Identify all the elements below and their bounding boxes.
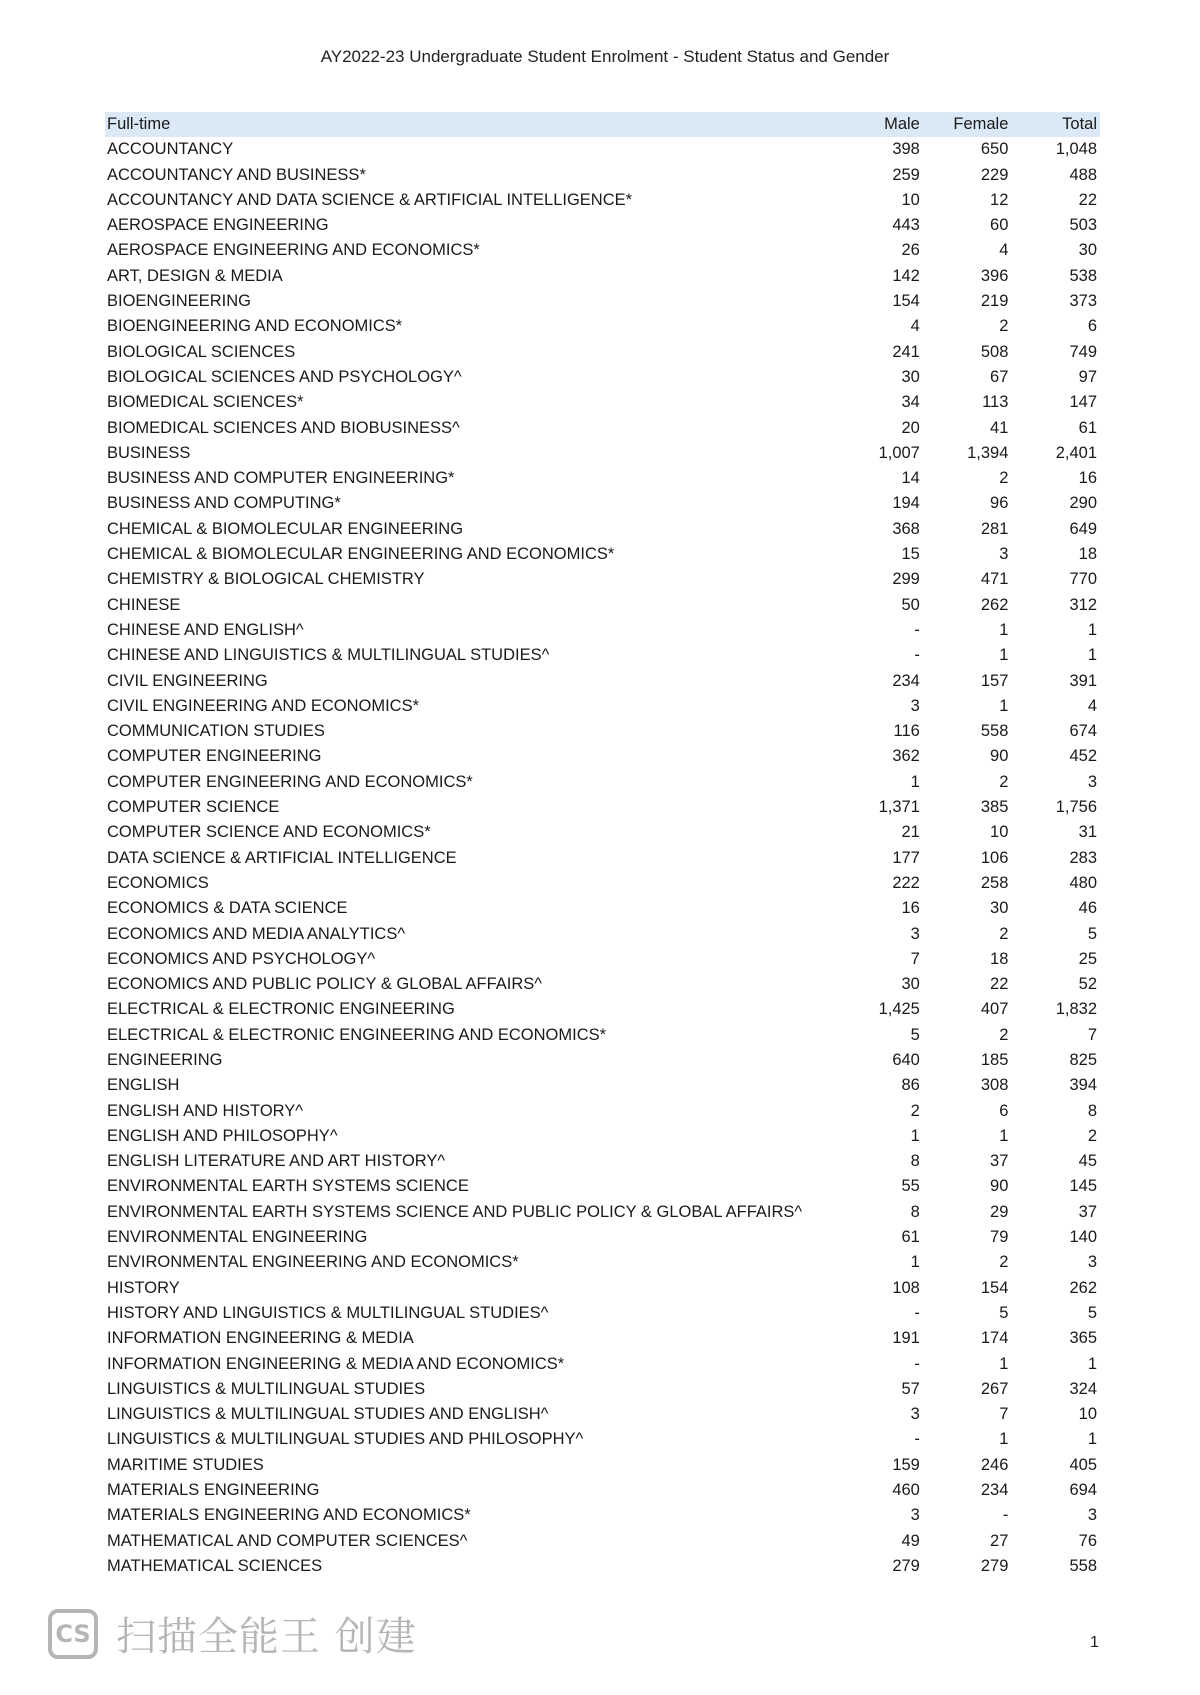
table-row [105, 1149, 1100, 1174]
male-count: 14 [901, 469, 920, 488]
male-count: 222 [892, 873, 920, 892]
enrolment-table [105, 112, 1100, 1579]
male-count: 177 [892, 848, 920, 867]
total-count: 324 [1069, 1379, 1097, 1398]
table-row [105, 719, 1100, 744]
program-name: ENVIRONMENTAL ENGINEERING AND ECONOMICS* [107, 1253, 519, 1272]
table-row [105, 618, 1100, 643]
male-count: 3 [910, 696, 920, 715]
male-count: 1,371 [878, 798, 920, 817]
program-name: CHEMISTRY & BIOLOGICAL CHEMISTRY [107, 570, 425, 589]
total-count: 52 [1078, 975, 1097, 994]
total-count: 16 [1078, 469, 1097, 488]
male-count: 34 [901, 393, 920, 412]
table-row [105, 390, 1100, 415]
female-count: 1 [999, 696, 1009, 715]
male-count: 3 [910, 1405, 920, 1424]
female-count: 267 [980, 1379, 1009, 1398]
total-count: 22 [1078, 190, 1097, 209]
table-row [105, 542, 1100, 567]
female-count: 1 [999, 1126, 1009, 1145]
female-count: 37 [990, 1152, 1009, 1171]
program-name: ENVIRONMENTAL EARTH SYSTEMS SCIENCE AND PUBLIC POLICY & GLOBAL AFFAIRS^ [107, 1202, 803, 1221]
table-row [105, 314, 1100, 339]
female-count: 22 [990, 975, 1009, 994]
male-count: 55 [901, 1177, 920, 1196]
program-name: ECONOMICS & DATA SCIENCE [107, 899, 348, 918]
program-name: BUSINESS AND COMPUTING* [107, 494, 341, 513]
scanner-watermark [48, 1605, 417, 1662]
table-row [105, 947, 1100, 972]
cs-logo-icon: CS [48, 1609, 98, 1659]
watermark-text: 扫描全能王 创建 [116, 1614, 417, 1660]
table-row [105, 1352, 1100, 1377]
male-count: 8 [910, 1152, 920, 1171]
total-count: 694 [1069, 1481, 1097, 1500]
male-count: 26 [901, 241, 920, 260]
female-count: 219 [980, 292, 1009, 311]
female-count: 385 [980, 798, 1009, 817]
male-count: 443 [892, 216, 920, 235]
total-count: 405 [1069, 1455, 1097, 1474]
female-count: 308 [980, 1076, 1009, 1095]
table-row [105, 340, 1100, 365]
program-name: INFORMATION ENGINEERING & MEDIA AND ECONOMICS* [107, 1354, 565, 1373]
female-count: 154 [980, 1278, 1009, 1297]
male-count: 191 [892, 1329, 920, 1348]
total-count: 1,048 [1055, 140, 1097, 159]
total-count: 770 [1069, 570, 1097, 589]
program-name: ENGINEERING [107, 1050, 223, 1069]
table-row [105, 1225, 1100, 1250]
program-name: ENVIRONMENTAL EARTH SYSTEMS SCIENCE [107, 1177, 469, 1196]
program-name: DATA SCIENCE & ARTIFICIAL INTELLIGENCE [107, 848, 457, 867]
program-name: BIOENGINEERING AND ECONOMICS* [107, 317, 403, 336]
program-name: COMPUTER ENGINEERING [107, 747, 322, 766]
male-count: 460 [892, 1481, 920, 1500]
male-count: 20 [901, 418, 920, 437]
total-count: 61 [1078, 418, 1097, 437]
male-count: 10 [901, 190, 920, 209]
total-count: 674 [1069, 722, 1097, 741]
table-row [105, 643, 1100, 668]
female-count: 246 [980, 1455, 1009, 1474]
female-count: 1 [999, 1354, 1009, 1373]
female-count: 27 [990, 1531, 1009, 1550]
total-count: 46 [1078, 899, 1097, 918]
program-name: BIOMEDICAL SCIENCES AND BIOBUSINESS^ [107, 418, 460, 437]
program-name: ACCOUNTANCY [107, 140, 234, 159]
table-row [105, 1453, 1100, 1478]
total-count: 31 [1078, 823, 1097, 842]
table-row [105, 1377, 1100, 1402]
table-row [105, 466, 1100, 491]
female-count: 229 [980, 165, 1009, 184]
male-count: 61 [901, 1228, 920, 1247]
male-count: 640 [892, 1050, 920, 1069]
table-row [105, 1529, 1100, 1554]
table-row [105, 1023, 1100, 1048]
female-count: 1,394 [967, 443, 1009, 462]
table-row [105, 188, 1100, 213]
program-name: AEROSPACE ENGINEERING AND ECONOMICS* [107, 241, 480, 260]
table-row [105, 163, 1100, 188]
total-count: 37 [1078, 1202, 1097, 1221]
program-name: AEROSPACE ENGINEERING [107, 216, 329, 235]
male-count: 142 [892, 266, 920, 285]
total-count: 30 [1078, 241, 1097, 260]
male-count: - [914, 1303, 920, 1322]
total-count: 5 [1087, 924, 1097, 943]
total-count: 147 [1069, 393, 1097, 412]
page-title: AY2022-23 Undergraduate Student Enrolment - Student Status and Gender [320, 47, 890, 66]
table-row [105, 1250, 1100, 1275]
table-row [105, 1073, 1100, 1098]
table-row [105, 213, 1100, 238]
total-count: 3 [1087, 1506, 1097, 1525]
program-name: CHINESE AND ENGLISH^ [107, 620, 304, 639]
program-name: MATERIALS ENGINEERING [107, 1481, 320, 1500]
male-count: 50 [901, 595, 920, 614]
total-count: 538 [1069, 266, 1097, 285]
table-row [105, 770, 1100, 795]
total-count: 1,832 [1055, 1000, 1097, 1019]
program-name: LINGUISTICS & MULTILINGUAL STUDIES AND ENGLISH^ [107, 1405, 549, 1424]
table-row [105, 795, 1100, 820]
table-row [105, 694, 1100, 719]
table-row [105, 238, 1100, 263]
program-name: MATHEMATICAL AND COMPUTER SCIENCES^ [107, 1531, 468, 1550]
male-count: 159 [892, 1455, 920, 1474]
table-row [105, 1554, 1100, 1579]
program-name: MATHEMATICAL SCIENCES [107, 1556, 323, 1575]
male-count: 3 [910, 924, 920, 943]
table-row [105, 1048, 1100, 1073]
program-name: CIVIL ENGINEERING AND ECONOMICS* [107, 696, 420, 715]
female-count: 113 [982, 393, 1009, 412]
program-name: HISTORY [107, 1278, 180, 1297]
male-count: 30 [901, 367, 920, 386]
program-name: ECONOMICS AND PUBLIC POLICY & GLOBAL AFFAIRS^ [107, 975, 543, 994]
table-row [105, 871, 1100, 896]
female-count: 29 [990, 1202, 1009, 1221]
total-count: 7 [1087, 1025, 1097, 1044]
total-count: 3 [1087, 772, 1097, 791]
program-name: ELECTRICAL & ELECTRONIC ENGINEERING [107, 1000, 455, 1019]
male-count: 49 [901, 1531, 920, 1550]
table-row [105, 441, 1100, 466]
female-count: 12 [990, 190, 1009, 209]
program-name: COMPUTER SCIENCE [107, 798, 280, 817]
program-name: ECONOMICS AND MEDIA ANALYTICS^ [107, 924, 406, 943]
total-count: 45 [1078, 1152, 1097, 1171]
female-count: 3 [999, 545, 1009, 564]
header-female: Female [953, 115, 1009, 133]
table-row [105, 846, 1100, 871]
program-name: ENGLISH AND PHILOSOPHY^ [107, 1126, 338, 1145]
total-count: 391 [1069, 671, 1097, 690]
male-count: 30 [901, 975, 920, 994]
male-count: 194 [892, 494, 920, 513]
female-count: 60 [990, 216, 1009, 235]
table-row [105, 1099, 1100, 1124]
table-row [105, 365, 1100, 390]
total-count: 558 [1069, 1556, 1097, 1575]
male-count: 362 [892, 747, 920, 766]
female-count: 2 [999, 1253, 1009, 1272]
total-count: 8 [1087, 1101, 1097, 1120]
female-count: 5 [999, 1303, 1009, 1322]
total-count: 480 [1069, 873, 1097, 892]
male-count: 7 [910, 949, 920, 968]
male-count: 1,425 [878, 1000, 920, 1019]
total-count: 10 [1078, 1405, 1097, 1424]
table-row [105, 1326, 1100, 1351]
total-count: 97 [1078, 367, 1097, 386]
female-count: 281 [980, 519, 1009, 538]
female-count: 10 [990, 823, 1009, 842]
male-count: 57 [901, 1379, 920, 1398]
table-row [105, 593, 1100, 618]
table-row [105, 1276, 1100, 1301]
male-count: 21 [901, 823, 920, 842]
male-count: 2 [910, 1101, 920, 1120]
table-row [105, 1478, 1100, 1503]
program-name: ECONOMICS [107, 873, 209, 892]
program-name: BIOLOGICAL SCIENCES AND PSYCHOLOGY^ [107, 367, 462, 386]
female-count: 1 [999, 620, 1009, 639]
female-count: 234 [980, 1481, 1009, 1500]
male-count: 4 [910, 317, 920, 336]
table-row [105, 567, 1100, 592]
table-row [105, 264, 1100, 289]
female-count: 90 [990, 747, 1009, 766]
program-name: HISTORY AND LINGUISTICS & MULTILINGUAL STUDIES^ [107, 1303, 549, 1322]
program-name: ECONOMICS AND PSYCHOLOGY^ [107, 949, 376, 968]
female-count: - [1002, 1506, 1009, 1525]
total-count: 290 [1069, 494, 1097, 513]
female-count: 279 [980, 1556, 1009, 1575]
total-count: 1 [1087, 1430, 1097, 1449]
table-row [105, 972, 1100, 997]
female-count: 2 [999, 1025, 1009, 1044]
total-count: 1,756 [1055, 798, 1097, 817]
program-name: CIVIL ENGINEERING [107, 671, 268, 690]
total-count: 145 [1069, 1177, 1097, 1196]
female-count: 67 [990, 367, 1009, 386]
table-row [105, 416, 1100, 441]
table-row [105, 669, 1100, 694]
female-count: 1 [999, 1430, 1009, 1449]
total-count: 2,401 [1055, 443, 1097, 462]
male-count: - [914, 620, 920, 639]
male-count: 1 [910, 772, 920, 791]
male-count: 368 [892, 519, 920, 538]
male-count: 3 [910, 1506, 920, 1525]
total-count: 825 [1069, 1050, 1097, 1069]
male-count: - [914, 646, 920, 665]
table-row [105, 1402, 1100, 1427]
female-count: 262 [980, 595, 1009, 614]
total-count: 1 [1087, 620, 1097, 639]
female-count: 558 [980, 722, 1009, 741]
male-count: 154 [892, 292, 920, 311]
male-count: 398 [892, 140, 920, 159]
female-count: 90 [990, 1177, 1009, 1196]
male-count: 116 [893, 722, 920, 741]
table-row [105, 517, 1100, 542]
female-count: 6 [999, 1101, 1009, 1120]
male-count: 299 [892, 570, 920, 589]
total-count: 749 [1069, 342, 1097, 361]
female-count: 1 [999, 646, 1009, 665]
male-count: 279 [892, 1556, 920, 1575]
program-name: ACCOUNTANCY AND DATA SCIENCE & ARTIFICIAL INTELLIGENCE* [107, 190, 633, 209]
table-row [105, 744, 1100, 769]
total-count: 76 [1078, 1531, 1097, 1550]
female-count: 471 [980, 570, 1009, 589]
female-count: 2 [999, 317, 1009, 336]
total-count: 262 [1069, 1278, 1097, 1297]
total-count: 312 [1069, 595, 1097, 614]
program-name: COMPUTER ENGINEERING AND ECONOMICS* [107, 772, 473, 791]
program-name: MATERIALS ENGINEERING AND ECONOMICS* [107, 1506, 471, 1525]
total-count: 1 [1087, 646, 1097, 665]
female-count: 650 [980, 140, 1009, 159]
female-count: 30 [990, 899, 1009, 918]
header-male: Male [884, 115, 920, 133]
table-row [105, 896, 1100, 921]
program-name: BIOENGINEERING [107, 292, 251, 311]
total-count: 18 [1078, 545, 1097, 564]
table-row [105, 997, 1100, 1022]
female-count: 41 [990, 418, 1009, 437]
male-count: 5 [910, 1025, 920, 1044]
female-count: 2 [999, 924, 1009, 943]
program-name: ART, DESIGN & MEDIA [107, 266, 283, 285]
program-name: ENGLISH LITERATURE AND ART HISTORY^ [107, 1152, 446, 1171]
program-name: ENGLISH AND HISTORY^ [107, 1101, 304, 1120]
program-name: BIOMEDICAL SCIENCES* [107, 393, 304, 412]
male-count: - [914, 1354, 920, 1373]
male-count: 8 [910, 1202, 920, 1221]
total-count: 25 [1078, 949, 1097, 968]
program-name: CHEMICAL & BIOMOLECULAR ENGINEERING [107, 519, 464, 538]
total-count: 283 [1069, 848, 1097, 867]
female-count: 258 [980, 873, 1009, 892]
header-full-time: Full-time [107, 115, 171, 133]
program-name: LINGUISTICS & MULTILINGUAL STUDIES AND PHILOSOPHY^ [107, 1430, 584, 1449]
female-count: 185 [980, 1050, 1009, 1069]
program-name: INFORMATION ENGINEERING & MEDIA [107, 1329, 414, 1348]
male-count: 1 [910, 1126, 920, 1145]
female-count: 18 [990, 949, 1009, 968]
table-row [105, 491, 1100, 516]
male-count: 15 [901, 545, 920, 564]
male-count: 1 [910, 1253, 920, 1272]
female-count: 157 [980, 671, 1009, 690]
male-count: 259 [892, 165, 920, 184]
program-name: BUSINESS AND COMPUTER ENGINEERING* [107, 469, 455, 488]
female-count: 2 [999, 469, 1009, 488]
program-name: ENVIRONMENTAL ENGINEERING [107, 1228, 368, 1247]
program-name: COMPUTER SCIENCE AND ECONOMICS* [107, 823, 431, 842]
female-count: 174 [980, 1329, 1009, 1348]
program-name: ACCOUNTANCY AND BUSINESS* [107, 165, 366, 184]
female-count: 96 [990, 494, 1009, 513]
female-count: 508 [980, 342, 1009, 361]
table-row [105, 922, 1100, 947]
female-count: 407 [980, 1000, 1009, 1019]
total-count: 2 [1087, 1126, 1097, 1145]
female-count: 79 [990, 1228, 1009, 1247]
male-count: 234 [892, 671, 920, 690]
female-count: 4 [999, 241, 1009, 260]
female-count: 106 [980, 848, 1009, 867]
program-name: ELECTRICAL & ELECTRONIC ENGINEERING AND ECONOMICS* [107, 1025, 607, 1044]
table-row [105, 1200, 1100, 1225]
total-count: 452 [1069, 747, 1097, 766]
male-count: 108 [892, 1278, 920, 1297]
program-name: CHEMICAL & BIOMOLECULAR ENGINEERING AND ECONOMICS* [107, 545, 615, 564]
table-row [105, 289, 1100, 314]
total-count: 365 [1069, 1329, 1097, 1348]
table-row [105, 1301, 1100, 1326]
header-total: Total [1062, 115, 1097, 133]
program-name: BIOLOGICAL SCIENCES [107, 342, 296, 361]
table-row [105, 820, 1100, 845]
total-count: 5 [1087, 1303, 1097, 1322]
total-count: 488 [1069, 165, 1097, 184]
female-count: 396 [980, 266, 1009, 285]
table-row [105, 1427, 1100, 1452]
program-name: LINGUISTICS & MULTILINGUAL STUDIES [107, 1379, 426, 1398]
male-count: 1,007 [878, 443, 920, 462]
program-name: ENGLISH [107, 1076, 180, 1095]
table-row [105, 137, 1100, 162]
total-count: 503 [1069, 216, 1097, 235]
program-name: CHINESE [107, 595, 181, 614]
male-count: 241 [892, 342, 920, 361]
program-name: COMMUNICATION STUDIES [107, 722, 325, 741]
page-number: 1 [1090, 1634, 1099, 1651]
male-count: - [914, 1430, 920, 1449]
program-name: BUSINESS [107, 443, 191, 462]
table-row [105, 1174, 1100, 1199]
total-count: 3 [1087, 1253, 1097, 1272]
female-count: 7 [999, 1405, 1009, 1424]
table-row [105, 1124, 1100, 1149]
program-name: CHINESE AND LINGUISTICS & MULTILINGUAL STUDIES^ [107, 646, 550, 665]
total-count: 373 [1069, 292, 1097, 311]
table-body [105, 137, 1100, 1579]
female-count: 2 [999, 772, 1009, 791]
total-count: 6 [1087, 317, 1097, 336]
program-name: MARITIME STUDIES [107, 1455, 264, 1474]
table-header-row [105, 112, 1100, 137]
total-count: 140 [1069, 1228, 1097, 1247]
total-count: 4 [1087, 696, 1097, 715]
male-count: 86 [901, 1076, 920, 1095]
total-count: 394 [1069, 1076, 1097, 1095]
male-count: 16 [901, 899, 920, 918]
table-row [105, 1503, 1100, 1528]
total-count: 1 [1087, 1354, 1097, 1373]
total-count: 649 [1069, 519, 1097, 538]
